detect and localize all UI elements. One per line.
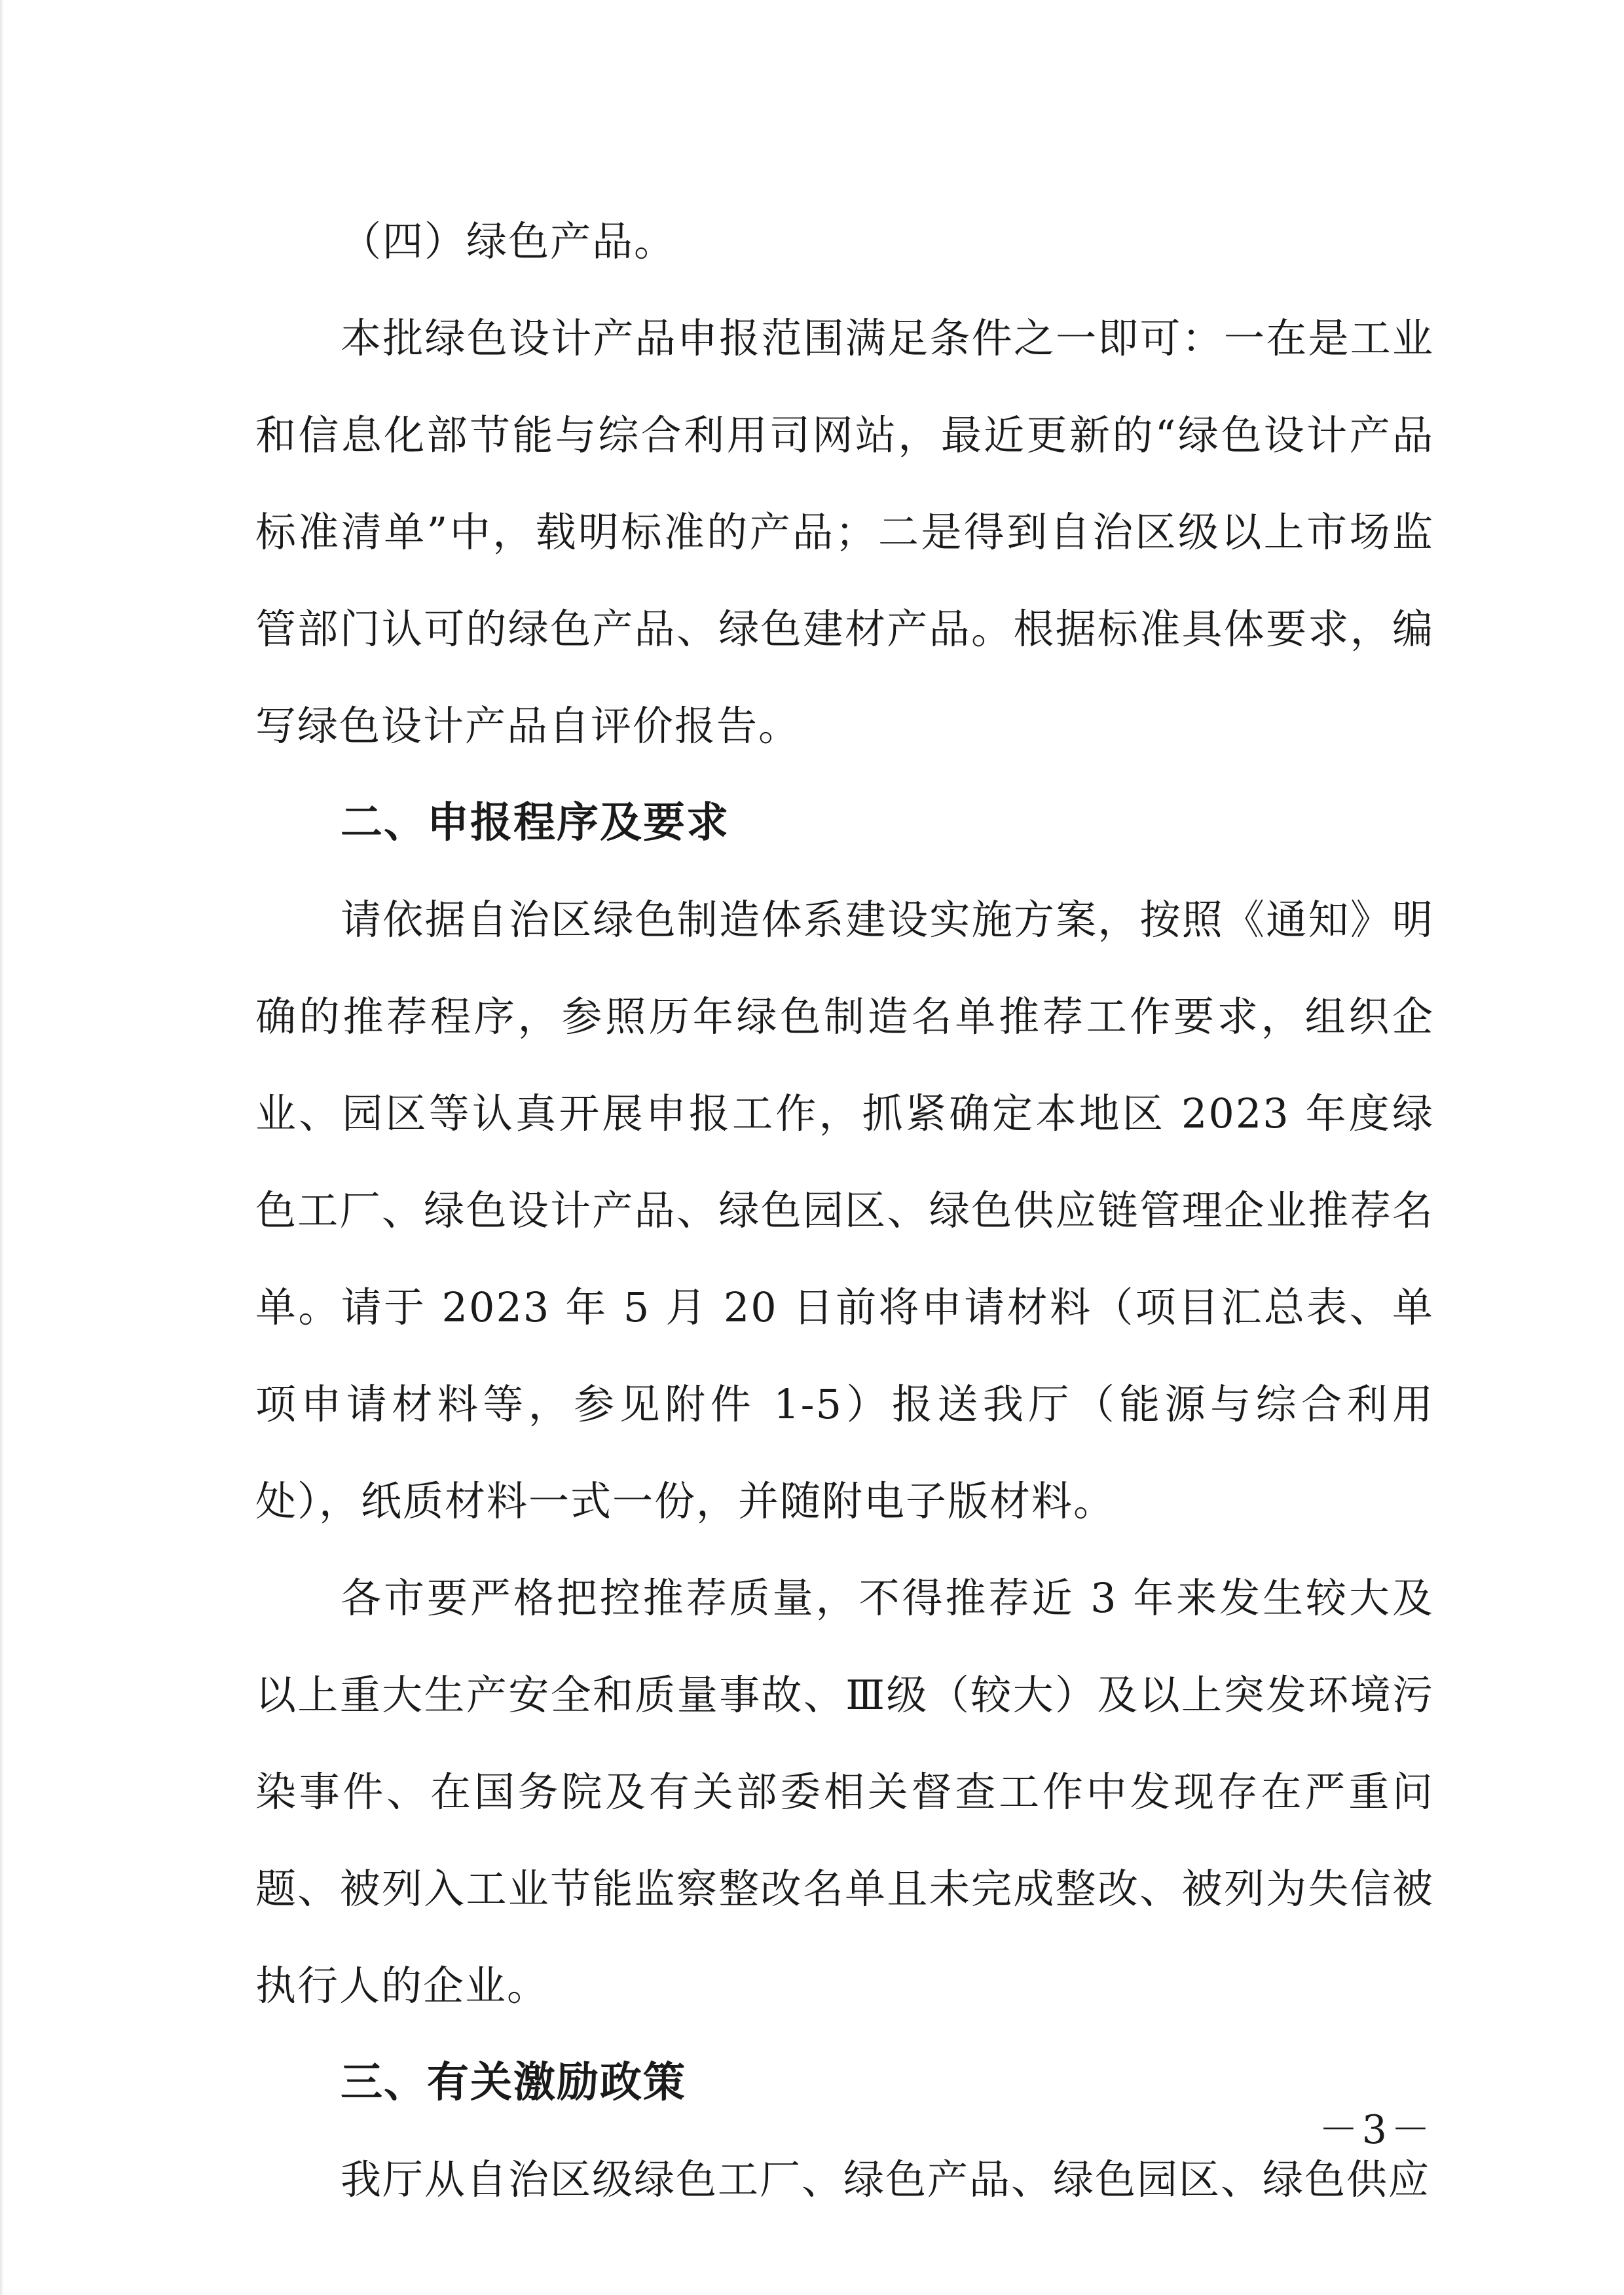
body-text (255, 193, 1434, 2228)
paragraph-quality-control: 各市要严格把控推荐质量，不得推荐近 3 年来发生较大及以上重大生产安全和质量事故、Ⅲ级（较大）及以上突发环境污染事件、在国务院及有关部委相关督查工作中发现存在严重问题、被列入工业节能监察整改名单且未完成整改、被列为失信被执行人的企业。 (255, 1574, 1434, 2010)
page-number: －3－ (1318, 2107, 1434, 2153)
paragraph-incentives: 我厅从自治区级绿色工厂、绿色产品、绿色园区、绿色供应 (341, 2156, 1431, 2203)
subheading-green-products: （四）绿色产品。 (341, 217, 676, 265)
paragraph-procedure: 请依据自治区绿色制造体系建设实施方案，按照《通知》明确的推荐程序，参照历年绿色制造名单推荐工作要求，组织企业、园区等认真开展申报工作，抓紧确定本地区 2023 年度绿色工厂、绿色设计产品、绿色园区、绿色供应链管理企业推荐名单。请于 2023 年 5 月 20 日前将申请材料（项目汇总表、单项申请材料等，参见附件 1-5）报送我厅（能源与综合利用处），纸质材料一式一份，并随附电子版材料。 (255, 896, 1434, 1525)
scan-edge (0, 0, 4, 2295)
heading-incentives: 三、有关激励政策 (341, 2059, 686, 2107)
heading-procedure: 二、申报程序及要求 (341, 799, 729, 847)
paragraph-green-products: 本批绿色设计产品申报范围满足条件之一即可：一在是工业和信息化部节能与综合利用司网站，最近更新的“绿色设计产品标准清单”中，载明标准的产品；二是得到自治区级以上市场监管部门认可的绿色产品、绿色建材产品。根据标准具体要求，编写绿色设计产品自评价报告。 (255, 314, 1434, 750)
